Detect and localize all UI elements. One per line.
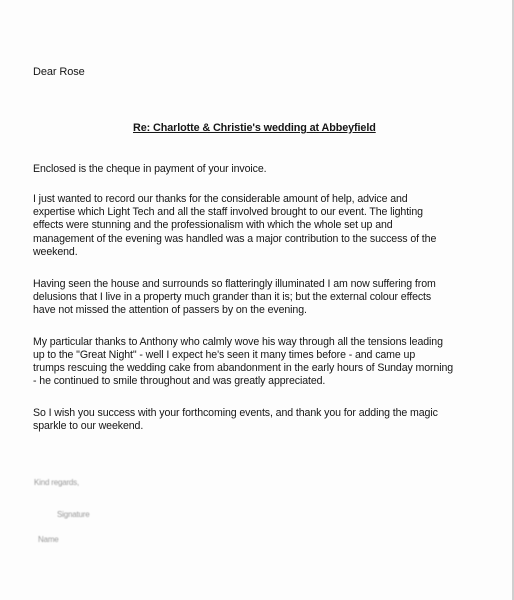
signatory-name: Name [38,535,59,544]
salutation: Dear Rose [33,66,85,78]
paragraph-5-line-2: sparkle to our weekend. [33,420,144,432]
paragraph-4-line-3: trumps rescuing the wedding cake from abandonment in the early hours of Sunday morning [33,362,454,374]
subject-line: Re: Charlotte & Christie's wedding at Abbeyfield [133,122,376,134]
paragraph-3-line-2: delusions that I live in a property much grander than it is; but the external colour effects [33,291,432,303]
paragraph-2-line-5: weekend. [33,246,78,258]
paragraph-4-line-2: up to the "Great Night" - well I expect he's seen it many times before - and came up [33,349,416,361]
paragraph-2-line-4: management of the evening was handled was a major contribution to the success of the [33,233,437,245]
paragraph-5-line-1: So I wish you success with your forthcoming events, and thank you for adding the magic [33,407,438,419]
paragraph-2-line-3: effects were stunning and the professionalism with which the whole set up and [33,219,393,231]
paragraph-1-line-1: Enclosed is the cheque in payment of your invoice. [33,163,267,175]
paragraph-4-line-1: My particular thanks to Anthony who calmly wove his way through all the tensions leading [33,336,443,348]
paragraph-3-line-3: have not missed the attention of passers by on the evening. [33,304,307,316]
closing: Kind regards, [34,478,79,487]
paragraph-2-line-2: expertise which Light Tech and all the staff involved brought to our event. The lighting [33,206,423,218]
paragraph-4-line-4: - he continued to smile throughout and was greatly appreciated. [33,375,326,387]
paragraph-3-line-1: Having seen the house and surrounds so flatteringly illuminated I am now suffering from [33,278,436,290]
paragraph-2-line-1: I just wanted to record our thanks for the considerable amount of help, advice and [33,193,408,205]
signature: Signature [57,510,90,519]
